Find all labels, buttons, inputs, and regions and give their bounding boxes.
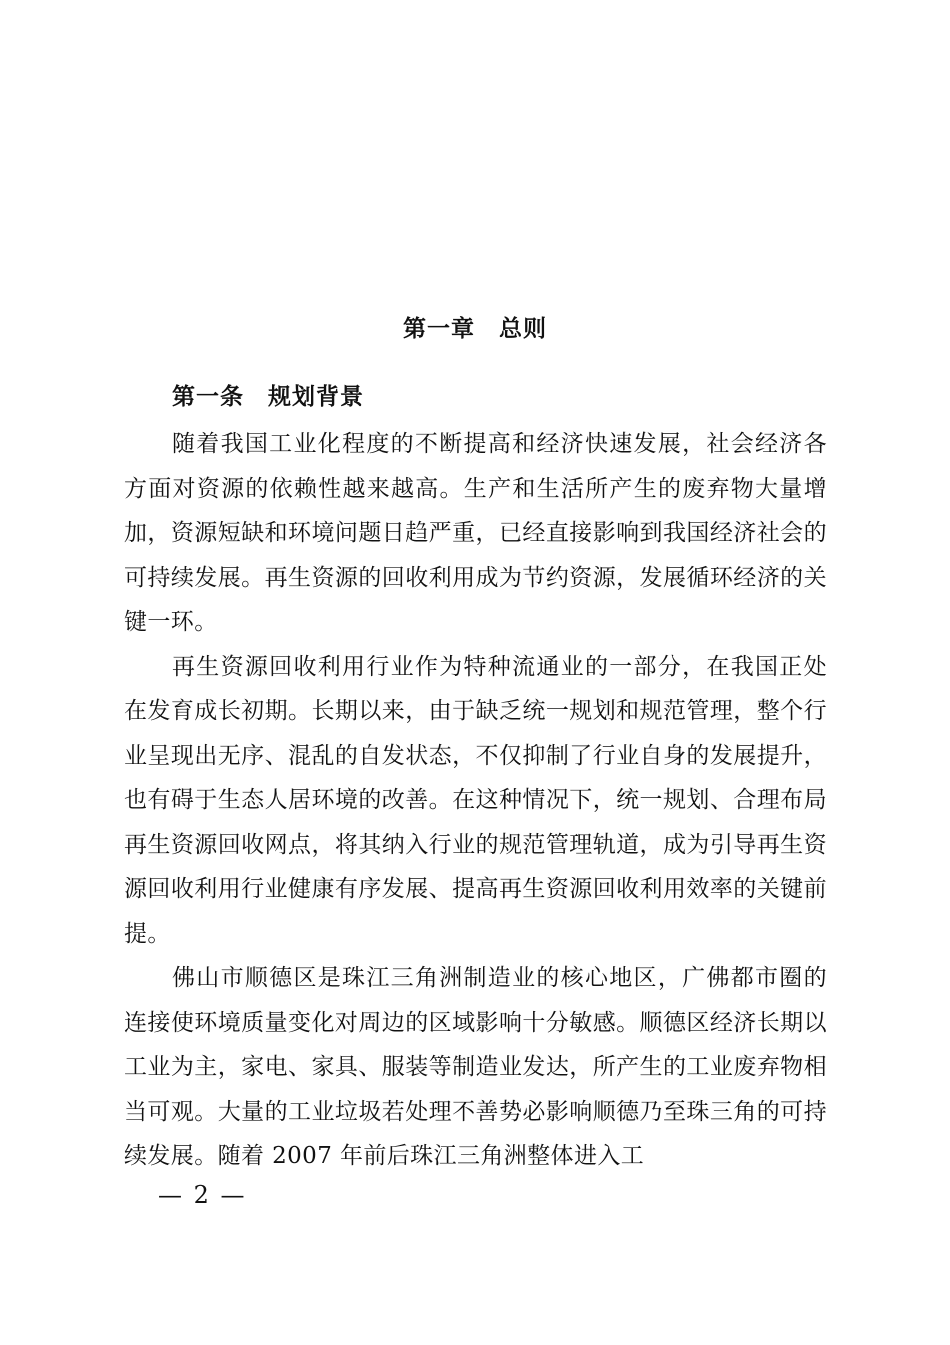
chapter-title: 第一章 总则 <box>403 316 547 342</box>
body-text <box>124 422 827 1179</box>
article-title: 第一条 规划背景 <box>172 384 364 410</box>
paragraph: 随着我国工业化程度的不断提高和经济快速发展，社会经济各方面对资源的依赖性越来越高。生产和生活所产生的废弃物大量增加，资源短缺和环境问题日趋严重，已经直接影响到我国经济社会的可持续发展。再生资源的回收利用成为节约资源，发展循环经济的关键一环。 <box>124 431 827 635</box>
page-number: — 2 — <box>158 1181 247 1209</box>
paragraph: 佛山市顺德区是珠江三角洲制造业的核心地区，广佛都市圈的连接使环境质量变化对周边的区域影响十分敏感。顺德区经济长期以工业为主，家电、家具、服装等制造业发达，所产生的工业废弃物相当可观。大量的工业垃圾若处理不善势必影响顺德乃至珠三角的可持续发展。随着 2007 年前后珠江三角洲整体进入工 <box>124 965 827 1169</box>
paragraph: 再生资源回收利用行业作为特种流通业的一部分，在我国正处在发育成长初期。长期以来，由于缺乏统一规划和规范管理，整个行业呈现出无序、混乱的自发状态，不仅抑制了行业自身的发展提升，也有碍于生态人居环境的改善。在这种情况下，统一规划、合理布局再生资源回收网点，将其纳入行业的规范管理轨道，成为引导再生资源回收利用行业健康有序发展、提高再生资源回收利用效率的关键前提。 <box>124 653 827 947</box>
